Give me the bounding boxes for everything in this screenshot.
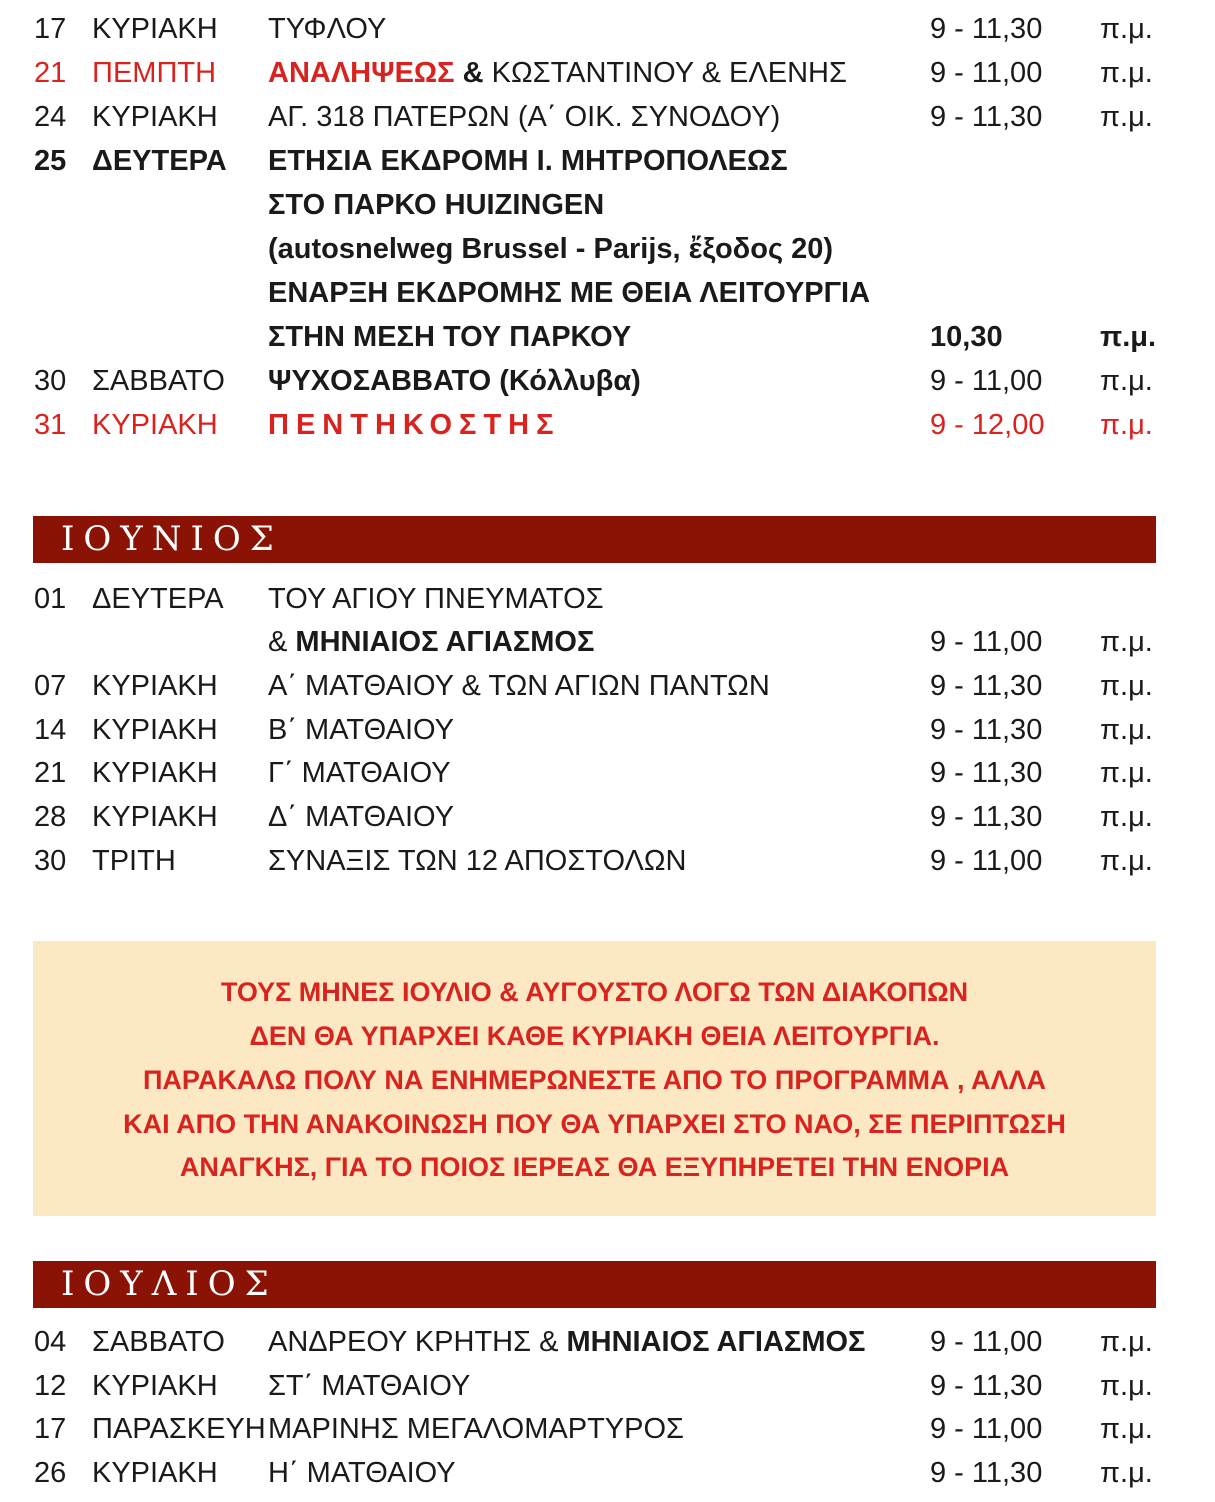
weekday: ΚΥΡΙΑΚΗ <box>92 714 218 746</box>
service-time: 9 - 11,00 <box>930 626 1043 658</box>
schedule-row <box>0 710 1215 750</box>
schedule-row <box>0 579 1215 619</box>
event-name: ΠΕΝΤΗΚΟΣΤΗΣ <box>268 409 561 441</box>
schedule-row <box>0 405 1215 445</box>
service-time: 9 - 11,30 <box>930 101 1043 133</box>
service-time: 9 - 11,30 <box>930 801 1043 833</box>
time-period: π.μ. <box>1100 714 1153 746</box>
service-time: 9 - 11,00 <box>930 1413 1043 1445</box>
time-period: π.μ. <box>1100 626 1153 658</box>
event-name: ΣΤΗΝ ΜΕΣΗ ΤΟΥ ΠΑΡΚΟΥ <box>268 321 632 353</box>
day-number: 24 <box>34 101 67 133</box>
event-name: Α΄ ΜΑΤΘΑΙΟΥ & ΤΩΝ ΑΓΙΩΝ ΠΑΝΤΩΝ <box>268 670 770 702</box>
service-time: 9 - 11,30 <box>930 13 1043 45</box>
schedule-row <box>0 97 1215 137</box>
time-period: π.μ. <box>1100 57 1153 89</box>
time-period: π.μ. <box>1100 1457 1153 1489</box>
day-number: 01 <box>34 583 67 615</box>
event-name: Β΄ ΜΑΤΘΑΙΟΥ <box>268 714 454 746</box>
month-title: ΙΟΥΝΙΟΣ <box>61 519 283 559</box>
event-name: ΣΤΟ ΠΑΡΚΟ HUIZINGEN <box>268 189 605 221</box>
schedule-row <box>0 841 1215 881</box>
day-number: 04 <box>34 1326 67 1358</box>
time-period: π.μ. <box>1100 845 1153 877</box>
schedule-row <box>0 9 1215 49</box>
weekday: ΚΥΡΙΑΚΗ <box>92 757 218 789</box>
schedule-row <box>0 1322 1215 1362</box>
day-number: 25 <box>34 145 67 177</box>
day-number: 26 <box>34 1457 67 1489</box>
event-name-rest: ΚΩΣΤΑΝΤΙΝΟΥ & ΕΛΕΝΗΣ <box>483 57 847 89</box>
notice-line: ΑΝΑΓΚΗΣ, ΓΙΑ ΤΟ ΠΟΙΟΣ ΙΕΡΕΑΣ ΘΑ ΕΞΥΠΗΡΕΤΕΙ ΤΗΝ ΕΝΟΡΙΑ <box>179 1152 1010 1182</box>
time-period: π.μ. <box>1100 365 1153 397</box>
event-name: ΜΑΡΙΝΗΣ ΜΕΓΑΛΟΜΑΡΤΥΡΟΣ <box>268 1413 684 1445</box>
event-name-bold: ΑΝΑΛΗΨΕΩΣ <box>268 57 455 89</box>
event-name: ΤΟΥ ΑΓΙΟΥ ΠΝΕΥΜΑΤΟΣ <box>268 583 604 615</box>
time-period: π.μ. <box>1100 801 1153 833</box>
schedule-row <box>0 797 1215 837</box>
event-name: (autosnelweg Brussel - Parijs, ἔξοδος 20) <box>268 233 834 265</box>
service-time: 9 - 11,00 <box>930 57 1043 89</box>
event-name: Η΄ ΜΑΤΘΑΙΟΥ <box>268 1457 456 1489</box>
schedule-row-continuation <box>0 185 1215 225</box>
event-name-prefix: & <box>268 626 296 658</box>
day-number: 07 <box>34 670 67 702</box>
event-name-bold: ΜΗΝΙΑΙΟΣ ΑΓΙΑΣΜΟΣ <box>295 626 595 658</box>
schedule-row <box>0 141 1215 181</box>
weekday: ΠΕΜΠΤΗ <box>92 57 217 89</box>
time-period: π.μ. <box>1100 321 1157 353</box>
day-number: 30 <box>34 365 67 397</box>
service-time: 9 - 11,00 <box>930 365 1043 397</box>
day-number: 30 <box>34 845 67 877</box>
weekday: ΚΥΡΙΑΚΗ <box>92 801 218 833</box>
time-period: π.μ. <box>1100 409 1153 441</box>
day-number: 21 <box>34 57 67 89</box>
day-number: 28 <box>34 801 67 833</box>
month-header-july <box>33 1261 1156 1308</box>
service-time: 9 - 11,00 <box>930 845 1043 877</box>
event-name <box>268 1322 865 1362</box>
day-number: 17 <box>34 13 67 45</box>
event-name: Γ΄ ΜΑΤΘΑΙΟΥ <box>268 757 451 789</box>
schedule-row-continuation <box>0 273 1215 313</box>
weekday: ΚΥΡΙΑΚΗ <box>92 1370 218 1402</box>
weekday: ΤΡΙΤΗ <box>92 845 176 877</box>
day-number: 14 <box>34 714 67 746</box>
schedule-row <box>0 753 1215 793</box>
service-time: 9 - 11,00 <box>930 1326 1043 1358</box>
notice-line: ΠΑΡΑΚΑΛΩ ΠΟΛΥ ΝΑ ΕΝΗΜΕΡΩΝΕΣΤΕ ΑΠΟ ΤΟ ΠΡΟΓΡΑΜΜΑ , ΑΛΛΑ <box>142 1065 1047 1095</box>
day-number: 31 <box>34 409 67 441</box>
weekday: ΚΥΡΙΑΚΗ <box>92 670 218 702</box>
time-period: π.μ. <box>1100 1370 1153 1402</box>
service-time: 9 - 11,30 <box>930 757 1043 789</box>
month-header-june <box>33 516 1156 563</box>
schedule-row-continuation <box>0 229 1215 269</box>
event-name: ΨΥΧΟΣΑΒΒΑΤΟ (Κόλλυβα) <box>268 365 641 397</box>
event-name <box>268 622 594 662</box>
event-name-prefix: ΑΝΔΡΕΟΥ ΚΡΗΤΗΣ & <box>268 1326 567 1358</box>
schedule-row <box>0 53 1215 93</box>
time-period: π.μ. <box>1100 101 1153 133</box>
schedule-row <box>0 666 1215 706</box>
weekday: ΚΥΡΙΑΚΗ <box>92 13 218 45</box>
time-period: π.μ. <box>1100 757 1153 789</box>
service-time: 9 - 12,00 <box>930 409 1045 441</box>
notice-line: ΤΟΥΣ ΜΗΝΕΣ ΙΟΥΛΙΟ & ΑΥΓΟΥΣΤΟ ΛΟΓΩ ΤΩΝ ΔΙΑΚΟΠΩΝ <box>220 977 969 1007</box>
day-number: 12 <box>34 1370 67 1402</box>
weekday: ΚΥΡΙΑΚΗ <box>92 1457 218 1489</box>
service-time: 9 - 11,30 <box>930 714 1043 746</box>
schedule-row <box>0 1409 1215 1449</box>
time-period: π.μ. <box>1100 670 1153 702</box>
weekday: ΔΕΥΤΕΡΑ <box>92 145 227 177</box>
event-name-bold: ΜΗΝΙΑΙΟΣ ΑΓΙΑΣΜΟΣ <box>566 1326 866 1358</box>
time-period: π.μ. <box>1100 1326 1153 1358</box>
event-name: ΕΤΗΣΙΑ ΕΚΔΡΟΜΗ Ι. ΜΗΤΡΟΠΟΛΕΩΣ <box>268 145 788 177</box>
schedule-row <box>0 361 1215 401</box>
schedule-row <box>0 1453 1215 1493</box>
schedule-row-continuation <box>0 317 1215 357</box>
holiday-notice-box <box>33 941 1156 1216</box>
service-time: 10,30 <box>930 321 1003 353</box>
event-name <box>268 53 847 93</box>
notice-line: ΔΕΝ ΘΑ ΥΠΑΡΧΕΙ ΚΑΘΕ ΚΥΡΙΑΚΗ ΘΕΙΑ ΛΕΙΤΟΥΡΓΙΑ. <box>249 1021 940 1051</box>
time-period: π.μ. <box>1100 13 1153 45</box>
day-number: 21 <box>34 757 67 789</box>
service-time: 9 - 11,30 <box>930 1457 1043 1489</box>
event-name: ΣΥΝΑΞΙΣ ΤΩΝ 12 ΑΠΟΣΤΟΛΩΝ <box>268 845 687 877</box>
notice-line: ΚΑΙ ΑΠΟ ΤΗΝ ΑΝΑΚΟΙΝΩΣΗ ΠΟΥ ΘΑ ΥΠΑΡΧΕΙ ΣΤΟ ΝΑΟ, ΣΕ ΠΕΡΙΠΤΩΣΗ <box>123 1109 1066 1139</box>
weekday: ΔΕΥΤΕΡΑ <box>92 583 224 615</box>
day-number: 17 <box>34 1413 67 1445</box>
event-name: ΤΥΦΛΟΥ <box>268 13 387 45</box>
schedule-row-continuation <box>0 622 1215 662</box>
weekday: ΚΥΡΙΑΚΗ <box>92 101 218 133</box>
service-time: 9 - 11,30 <box>930 1370 1043 1402</box>
weekday: ΣΑΒΒΑΤΟ <box>92 1326 225 1358</box>
event-name: ΑΓ. 318 ΠΑΤΕΡΩΝ (Α΄ ΟΙΚ. ΣΥΝΟΔΟΥ) <box>268 101 781 133</box>
event-ampersand: & <box>454 57 484 89</box>
event-name: ΕΝΑΡΞΗ ΕΚΔΡΟΜΗΣ ΜΕ ΘΕΙΑ ΛΕΙΤΟΥΡΓΙΑ <box>268 277 871 309</box>
event-name: ΣΤ΄ ΜΑΤΘΑΙΟΥ <box>268 1370 471 1402</box>
schedule-row <box>0 1366 1215 1406</box>
time-period: π.μ. <box>1100 1413 1153 1445</box>
weekday: ΠΑΡΑΣΚΕΥΗ <box>92 1413 266 1445</box>
weekday: ΣΑΒΒΑΤΟ <box>92 365 225 397</box>
service-time: 9 - 11,30 <box>930 670 1043 702</box>
event-name: Δ΄ ΜΑΤΘΑΙΟΥ <box>268 801 455 833</box>
month-title: ΙΟΥΛΙΟΣ <box>61 1264 278 1304</box>
weekday: ΚΥΡΙΑΚΗ <box>92 409 218 441</box>
